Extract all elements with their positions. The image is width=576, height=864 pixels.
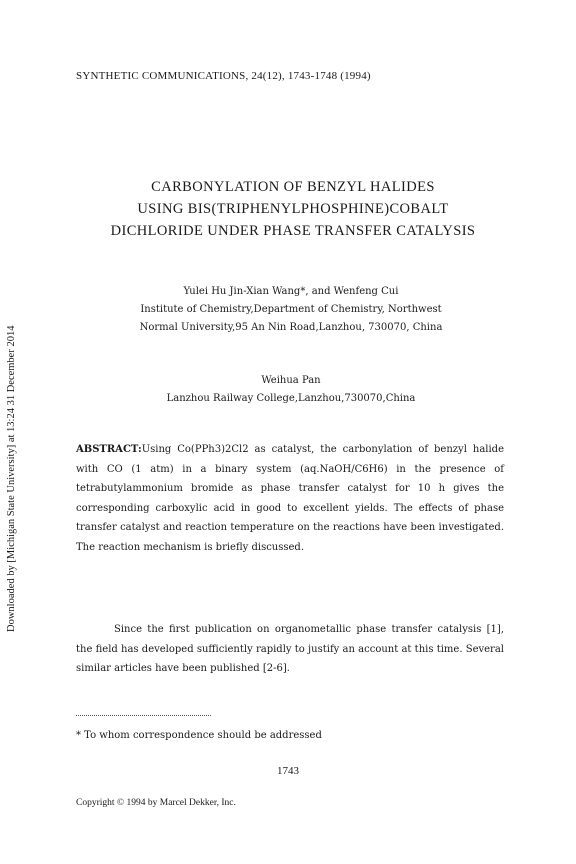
copyright-notice: Copyright © 1994 by Marcel Dekker, Inc. — [76, 798, 236, 808]
second-author-name: Weihua Pan — [261, 375, 321, 386]
abstract-label: ABSTRACT: — [76, 444, 142, 455]
affiliation-line-2: Normal University,95 An Nin Road,Lanzhou, 730070, China — [139, 322, 443, 333]
second-author-block — [72, 372, 510, 408]
journal-header: SYNTHETIC COMMUNICATIONS, 24(12), 1743-1748 (1994) — [76, 70, 371, 82]
abstract — [76, 440, 504, 557]
authors-line: Yulei Hu Jin-Xian Wang*, and Wenfeng Cui — [183, 286, 399, 297]
second-author-affiliation: Lanzhou Railway College,Lanzhou,730070,China — [166, 393, 416, 404]
footnote-divider — [76, 715, 211, 716]
page-number: 1743 — [277, 765, 299, 777]
author-block — [72, 283, 510, 337]
article-title — [60, 176, 526, 242]
title-line-1: CARBONYLATION OF BENZYL HALIDES — [151, 179, 435, 195]
title-line-2: USING BIS(TRIPHENYLPHOSPHINE)COBALT — [137, 201, 449, 217]
affiliation-line-1: Institute of Chemistry,Department of Chemistry, Northwest — [140, 304, 442, 315]
download-watermark: Downloaded by [Michigan State University] at 13:24 31 December 2014 — [6, 325, 17, 632]
correspondence-footnote: * To whom correspondence should be addressed — [76, 730, 322, 741]
title-line-3: DICHLORIDE UNDER PHASE TRANSFER CATALYSIS — [110, 223, 476, 239]
intro-paragraph: Since the first publication on organometallic phase transfer catalysis [1], the field has developed sufficiently rapidly to justify an account at this time. Several similar articles have been published [2-6]. — [76, 624, 504, 674]
abstract-text: Using Co(PPh3)2Cl2 as catalyst, the carbonylation of benzyl halide with CO (1 atm) in a binary system (aq.NaOH/C6H6) in the presence of tetrabutylammonium bromide as phase transfer catalyst for 10 h gives the corresponding carboxylic acid in good to excellent yields. The effects of phase transfer catalyst and reaction temperature on the reactions have been investigated. The reaction mechanism is briefly discussed. — [76, 444, 504, 553]
